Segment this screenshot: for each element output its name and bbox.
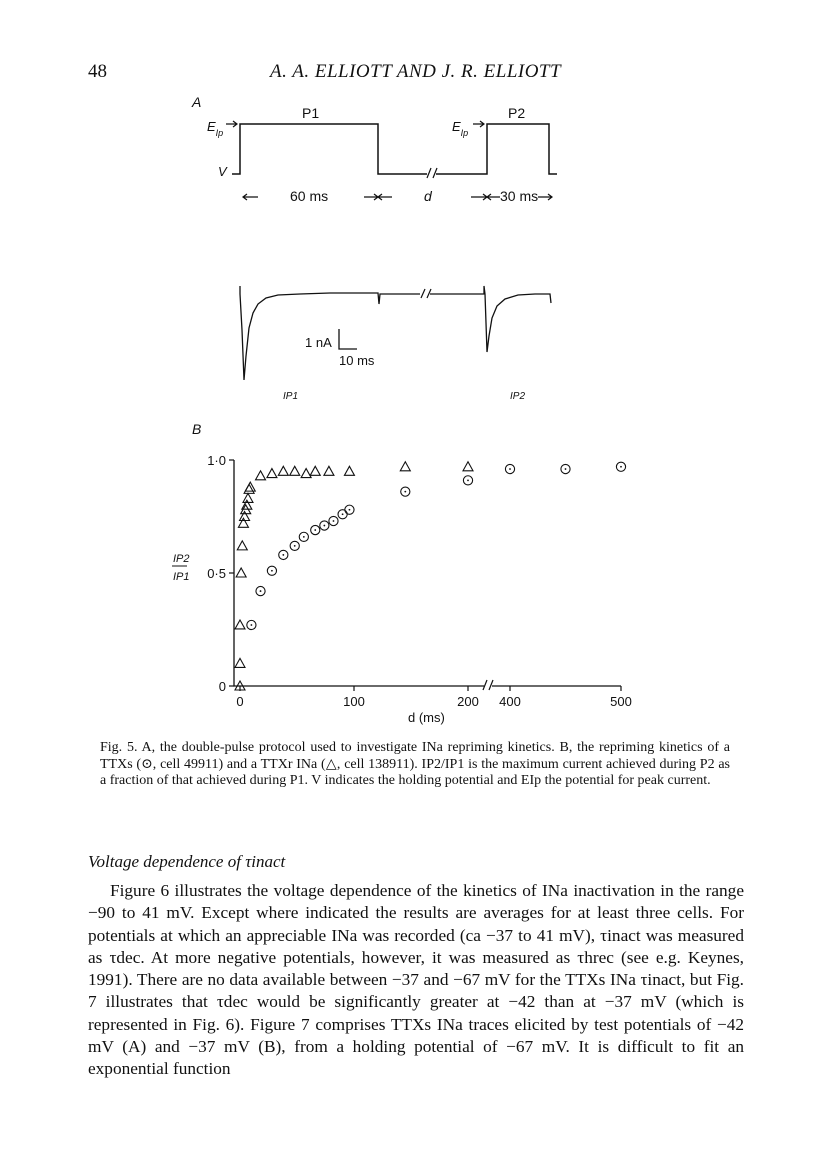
- ip1-current-trace: [240, 286, 420, 380]
- dur-d-label: d: [424, 188, 432, 204]
- circle-point-center: [349, 509, 351, 511]
- v-label: V: [218, 164, 227, 179]
- body-paragraph: Figure 6 illustrates the voltage dependence of the kinetics of INa inactivation in the range −90 to 41 mV. Except where indicated the results are averages for at least three cells. For potentials at which an appreciable INa was recorded (ca −37 to 41 mV), τinact was measured as τdec. At more negative potentials, however, it was measured as τhrec (see e.g. Keynes, 1991). There are no data available between −37 and −67 mV for the TTXs INa τinact, but Fig. 7 illustrates that τdec would be significantly greater at −42 than at −37 mV (which is represented in Fig. 6). Figure 7 comprises TTXs INa traces elicited by test potentials of −42 mV (A) and −37 mV (B), from a holding potential of −67 mV. It is difficult to fit an exponential function: [88, 881, 744, 1079]
- p1-protocol-trace: [232, 124, 427, 174]
- x-tick-label: 200: [457, 694, 479, 709]
- circle-point-center: [509, 468, 511, 470]
- ip2-label: IP2: [510, 391, 526, 402]
- figure-caption: Fig. 5. A, the double-pulse protocol used to investigate INa repriming kinetics. B, the repriming kinetics of a TTXs (⊙, cell 49911) and a TTXr INa (△, cell 138911). IP2/IP1 is the maximum current achieved during P2 as a fraction of that achieved during P1. V indicates the holding potential and EIp the potential for peak current.: [100, 740, 730, 788]
- protocol-axis-break: [427, 168, 437, 178]
- dur-60-label: 60 ms: [290, 188, 329, 204]
- triangle-point: [237, 541, 247, 550]
- dur-arrow-right-start: [471, 194, 500, 200]
- triangle-point: [344, 466, 354, 475]
- circle-point-center: [620, 466, 622, 468]
- ip2-current-trace: [430, 286, 551, 352]
- dur-arrow-left: [243, 194, 258, 200]
- p2-label: P2: [508, 105, 526, 121]
- scale-current-label: 1 nA: [305, 335, 332, 350]
- triangle-point: [400, 462, 410, 471]
- triangle-point: [290, 466, 300, 475]
- triangle-point: [256, 471, 266, 480]
- dur-30-label: 30 ms: [500, 188, 539, 204]
- triangle-point: [235, 620, 245, 629]
- triangle-point: [235, 658, 245, 667]
- triangle-point: [278, 466, 288, 475]
- triangle-point: [463, 462, 473, 471]
- body-text: [88, 880, 744, 1081]
- elp-label-1: $E_{Ip}$: [207, 119, 224, 138]
- triangle-point: [236, 568, 246, 577]
- circle-point-center: [565, 468, 567, 470]
- circle-point-center: [294, 545, 296, 547]
- x-axis-label: d (ms): [408, 710, 445, 725]
- y-tick-label: 0: [218, 679, 226, 694]
- elp-label-2: $E_{Ip}$: [452, 119, 469, 138]
- scale-bar: [339, 329, 357, 349]
- page-number: 48: [88, 61, 107, 82]
- y-ticks: [207, 453, 234, 694]
- ip1-label: IP1: [283, 391, 299, 402]
- circle-point-center: [342, 513, 344, 515]
- x-tick-label: 500: [610, 694, 632, 709]
- circle-point-center: [251, 624, 253, 626]
- scatter-markers: [235, 462, 626, 690]
- ylabel-denominator: IP1: [173, 571, 190, 583]
- circle-point-center: [404, 491, 406, 493]
- x-axis-break: [483, 680, 493, 690]
- section-heading: Voltage dependence of τinact: [88, 852, 286, 871]
- dur-arrow-mid: [364, 194, 392, 200]
- circle-point-center: [282, 554, 284, 556]
- y-tick-label: 0·5: [207, 566, 226, 581]
- circle-point-center: [260, 590, 262, 592]
- circle-point-center: [314, 529, 316, 531]
- running-title: A. A. ELLIOTT AND J. R. ELLIOTT: [270, 61, 562, 82]
- panel-a-label: A: [192, 94, 202, 110]
- y-tick-label: 1·0: [207, 453, 226, 468]
- triangle-point: [267, 469, 277, 478]
- p1-label: P1: [302, 105, 320, 121]
- circle-point-center: [323, 525, 325, 527]
- x-tick-label: 400: [499, 694, 521, 709]
- elp-arrow-1: [226, 121, 237, 127]
- ylabel-numerator: IP2: [173, 553, 190, 565]
- triangle-point: [301, 469, 311, 478]
- circle-point-center: [333, 520, 335, 522]
- triangle-point: [243, 493, 253, 502]
- x-tick-label: 0: [236, 694, 244, 709]
- x-ticks: [236, 686, 631, 709]
- elp-arrow-2: [473, 121, 484, 127]
- circle-point-center: [271, 570, 273, 572]
- trace-axis-break: [421, 289, 431, 298]
- triangle-point: [310, 466, 320, 475]
- circle-point-center: [467, 479, 469, 481]
- circle-point-center: [303, 536, 305, 538]
- panel-b-axis-lines: [234, 460, 621, 686]
- panel-b-axes: [207, 453, 632, 709]
- panel-b-label: B: [192, 421, 202, 437]
- x-tick-label: 100: [343, 694, 365, 709]
- triangle-point: [324, 466, 334, 475]
- dur-arrow-right-end: [538, 194, 552, 200]
- scale-time-label: 10 ms: [339, 353, 375, 368]
